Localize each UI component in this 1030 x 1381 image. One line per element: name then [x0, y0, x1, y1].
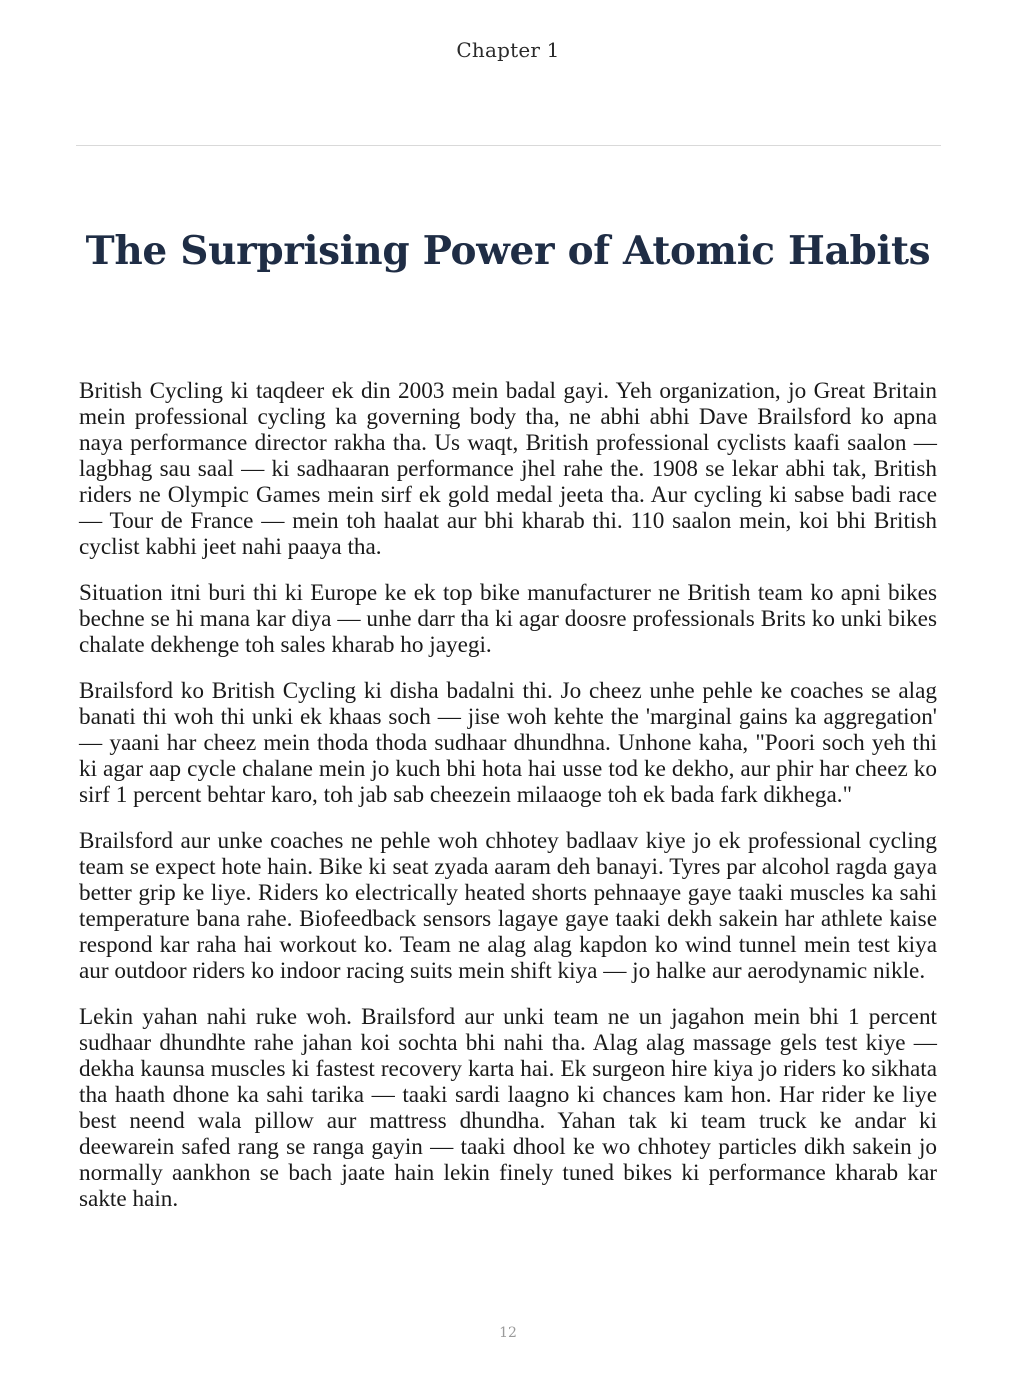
page-number: 12 [499, 1325, 517, 1341]
chapter-label: Chapter 1 [456, 38, 560, 62]
header-divider [76, 145, 941, 146]
paragraph-3: Brailsford ko British Cycling ki disha badalni thi. Jo cheez unhe pehle ke coaches se alag banati thi woh thi unki ek khaas soch — jise woh kehte the 'marginal gains ka aggregation' — yaani har cheez mein thoda thoda sudhaar dhundhna. Unhone kaha, "Poori soch yeh thi ki agar aap cycle chalane mein jo kuch bhi hota hai usse tod ke dekho, aur phir har cheez ko sirf 1 percent behtar karo, toh jab sab cheezein milaaoge toh ek bada fark dikhega." [79, 678, 937, 808]
chapter-title: The Surprising Power of Atomic Habits [85, 228, 931, 274]
chapter-body [79, 378, 937, 1232]
paragraph-5: Lekin yahan nahi ruke woh. Brailsford aur unki team ne un jagahon mein bhi 1 percent sudhaar dhundhte rahe jahan koi sochta bhi nahi tha. Alag alag massage gels test kiye — dekha kaunsa muscles ki fastest recovery karta hai. Ek surgeon hire kiya jo riders ko sikhata tha haath dhone ka sahi tarika — taaki sardi laagno ki chances kam hon. Har rider ke liye best neend wala pillow aur mattress dhundha. Yahan tak ki team truck ke andar ki deewarein safed rang se ranga gayin — taaki dhool ke wo chhotey particles dikh sakein jo normally aankhon se bach jaate hain lekin finely tuned bikes ki performance kharab kar sakte hain. [79, 1004, 937, 1212]
paragraph-2: Situation itni buri thi ki Europe ke ek top bike manufacturer ne British team ko apni bikes bechne se hi mana kar diya — unhe darr tha ki agar doosre professionals Brits ko unki bikes chalate dekhenge toh sales kharab ho jayegi. [79, 580, 937, 658]
paragraph-1: British Cycling ki taqdeer ek din 2003 mein badal gayi. Yeh organization, jo Great Britain mein professional cycling ka governing body tha, ne abhi abhi Dave Brailsford ko apna naya performance director rakha tha. Us waqt, British professional cyclists kaafi saalon — lagbhag sau saal — ki sadhaaran performance jhel rahe the. 1908 se lekar abhi tak, British riders ne Olympic Games mein sirf ek gold medal jeeta tha. Aur cycling ki sabse badi race — Tour de France — mein toh haalat aur bhi kharab thi. 110 saalon mein, koi bhi British cyclist kabhi jeet nahi paaya tha. [79, 378, 937, 560]
paragraph-4: Brailsford aur unke coaches ne pehle woh chhotey badlaav kiye jo ek professional cycling team se expect hote hain. Bike ki seat zyada aaram deh banayi. Tyres par alcohol ragda gaya better grip ke liye. Riders ko electrically heated shorts pehnaaye gaye taaki muscles ka sahi temperature bana rahe. Biofeedback sensors lagaye gaye taaki dekh sakein har athlete kaise respond kar raha hai workout ko. Team ne alag alag kapdon ko wind tunnel mein test kiya aur outdoor riders ko indoor racing suits mein shift kiya — jo halke aur aerodynamic nikle. [79, 828, 937, 984]
